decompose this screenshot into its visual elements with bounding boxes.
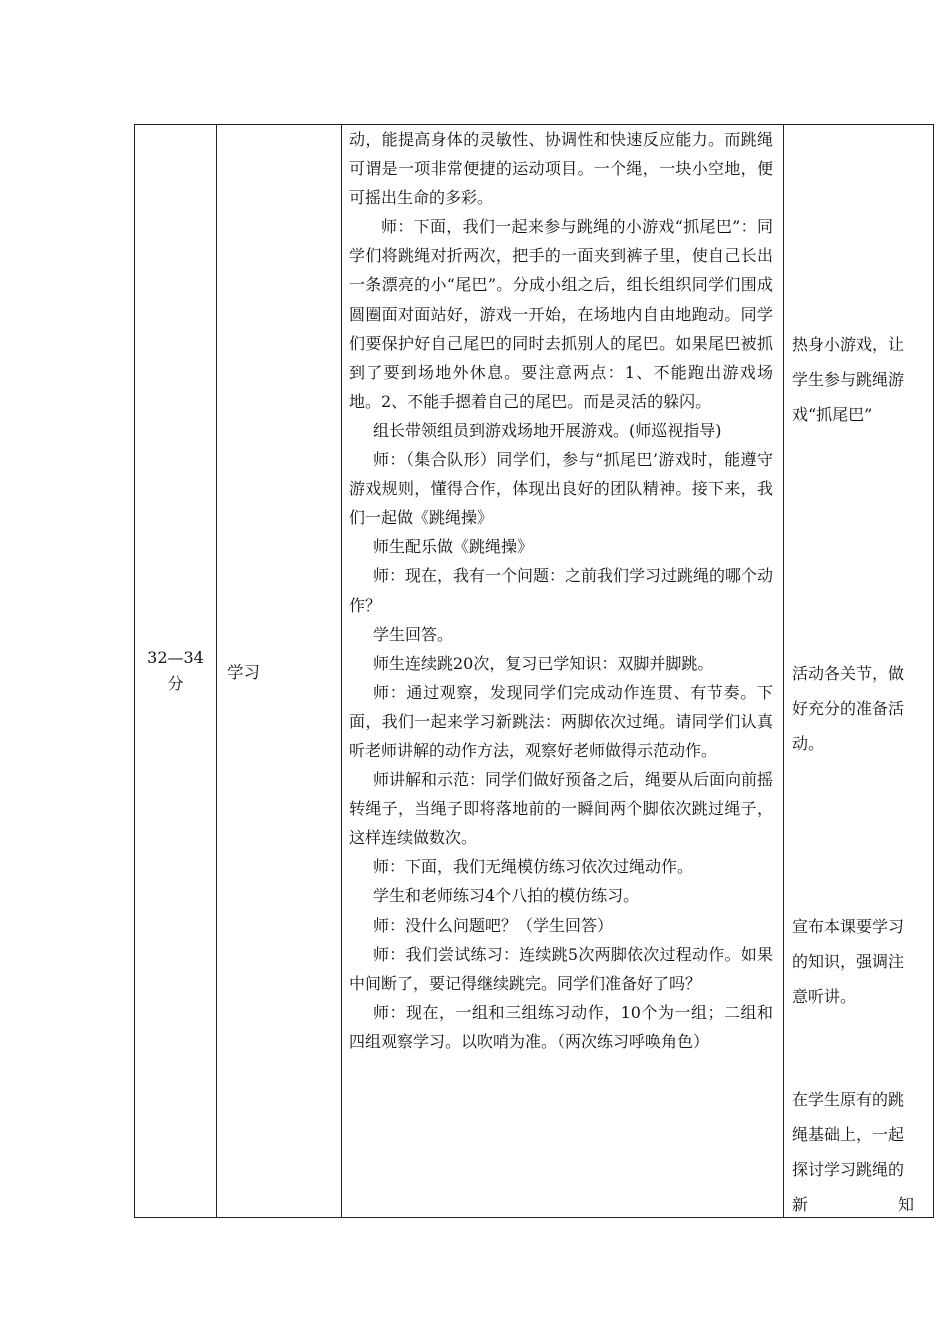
content-paragraph: 师：我们尝试练习：连续跳5次两脚依次过程动作。如果中间断了，要记得继续跳完。同学们准备好了吗？ <box>349 944 773 993</box>
table-row <box>135 125 934 1218</box>
design-note: 活动各关节，做好充分的准备活动。 <box>792 664 905 753</box>
content-paragraph: 师：没什么问题吧？（学生回答） <box>373 915 614 935</box>
phase-cell <box>217 125 342 1218</box>
content-paragraph: 师生配乐做《跳绳操》 <box>373 537 534 557</box>
content-cell <box>342 125 784 1218</box>
content-paragraph: 学生回答。 <box>373 624 454 644</box>
time-text: 32—34分 <box>147 648 204 693</box>
content-paragraph: 动，能提高身体的灵敏性、协调性和快速反应能力。而跳绳可谓是一项非常便捷的运动项目。一个绳，一块小空地，便可摇出生命的多彩。 <box>349 130 773 208</box>
phase-text: 学习 <box>227 663 260 682</box>
content-paragraph: 师：下面，我们无绳模仿练习依次过绳动作。 <box>373 857 694 877</box>
content-paragraph: 师：下面，我们一起来参与跳绳的小游戏“抓尾巴”：同学们将跳绳对折两次，把手的一面夹到裤子里，使自己长出一条漂亮的小“尾巴”。分成小组之后，组长组织同学们围成圆圈面对面站好，游戏一开始，在场地内自由地跑动。同学们要保护好自己尾巴的同时去抓别人的尾巴。如果尾巴被抓到了要到场地外休息。要注意两点：1、不能跑出游戏场地。2、不能手摁着自己的尾巴。而是灵活的躲闪。 <box>349 217 773 411</box>
content-paragraph: 学生和老师练习4个八拍的模仿练习。 <box>373 886 640 906</box>
content-paragraph: 师：现在，一组和三组练习动作，10个为一组；二组和四组观察学习。以吹哨为准。（两次练习呼唤角色） <box>349 1002 773 1051</box>
content-paragraph: 师：通过观察，发现同学们完成动作连贯、有节奏。下面，我们一起来学习新跳法：两脚依次过绳。请同学们认真听老师讲解的动作方法，观察好老师做得示范动作。 <box>349 682 773 760</box>
design-note: 在学生原有的跳绳基础上，一起探讨学习跳绳的新知 <box>792 1090 914 1214</box>
design-note: 热身小游戏，让学生参与跳绳游戏“抓尾巴” <box>792 335 905 424</box>
lesson-plan-table <box>134 124 934 1218</box>
design-note: 宣布本课要学习的知识，强调注意听讲。 <box>792 917 905 1006</box>
content-paragraph: 组长带领组员到游戏场地开展游戏。(师巡视指导) <box>373 420 722 440</box>
content-paragraph: 师讲解和示范：同学们做好预备之后，绳要从后面向前摇转绳子，当绳子即将落地前的一瞬间两个脚依次跳过绳子，这样连续做数次。 <box>349 770 774 848</box>
content-text <box>349 125 773 1056</box>
content-paragraph: 师生连续跳20次，复习已学知识：双脚并脚跳。 <box>373 653 714 673</box>
notes-cell <box>784 125 934 1218</box>
time-cell <box>135 125 217 1218</box>
content-paragraph: 师：（集合队形）同学们，参与“抓尾巴’游戏时，能遵守游戏规则，懂得合作，体现出良好的团队精神。接下来，我们一起做《跳绳操》 <box>349 450 773 528</box>
content-paragraph: 师：现在，我有一个问题：之前我们学习过跳绳的哪个动作？ <box>349 566 774 615</box>
